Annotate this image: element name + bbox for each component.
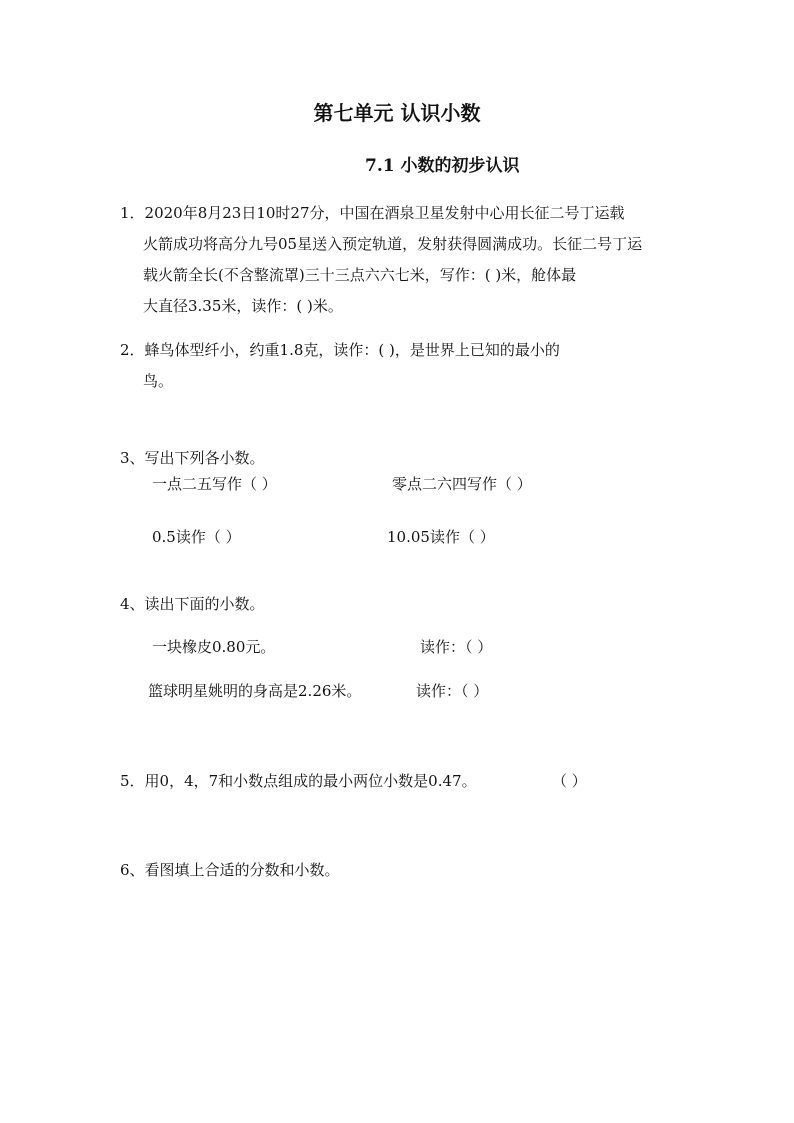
q4-item-a-read: 读作：（ ） bbox=[420, 638, 493, 656]
q3-header: 3、写出下列各小数。 bbox=[120, 449, 265, 467]
q4-item-b-read: 读作：（ ） bbox=[416, 682, 489, 700]
section-subtitle: 7.1 小数的初步认识 bbox=[365, 156, 520, 176]
q6-header: 6、看图填上合适的分数和小数。 bbox=[120, 861, 340, 879]
q3-item-c: 0.5读作（ ） bbox=[152, 528, 241, 546]
q3-item-a: 一点二五写作（ ） bbox=[152, 475, 277, 493]
q5-text: 5．用0，4，7和小数点组成的最小两位小数是0.47。 bbox=[120, 772, 477, 790]
q4-item-b-text: 篮球明星姚明的身高是2.26米。 bbox=[148, 682, 362, 700]
page-title: 第七单元 认识小数 bbox=[313, 101, 481, 125]
q1-line-1: 1．2020年8月23日10时27分，中国在酒泉卫星发射中心用长征二号丁运载 bbox=[120, 204, 625, 222]
q1-line-3: 载火箭全长(不含整流罩)三十三点六六七米，写作：( )米，舱体最 bbox=[143, 266, 577, 284]
q2-line-1: 2．蜂鸟体型纤小，约重1.8克，读作：( )，是世界上已知的最小的 bbox=[120, 341, 560, 359]
q2-line-2: 鸟。 bbox=[143, 372, 174, 390]
q4-item-a-text: 一块橡皮0.80元。 bbox=[152, 638, 276, 656]
q5-blank: （ ） bbox=[552, 772, 587, 790]
q3-item-b: 零点二六四写作（ ） bbox=[392, 475, 532, 493]
q1-line-4: 大直径3.35米，读作：( )米。 bbox=[143, 297, 343, 315]
q1-line-2: 火箭成功将高分九号05星送入预定轨道，发射获得圆满成功。长征二号丁运 bbox=[143, 235, 643, 253]
q3-item-d: 10.05读作（ ） bbox=[387, 528, 495, 546]
q4-header: 4、读出下面的小数。 bbox=[120, 595, 265, 613]
